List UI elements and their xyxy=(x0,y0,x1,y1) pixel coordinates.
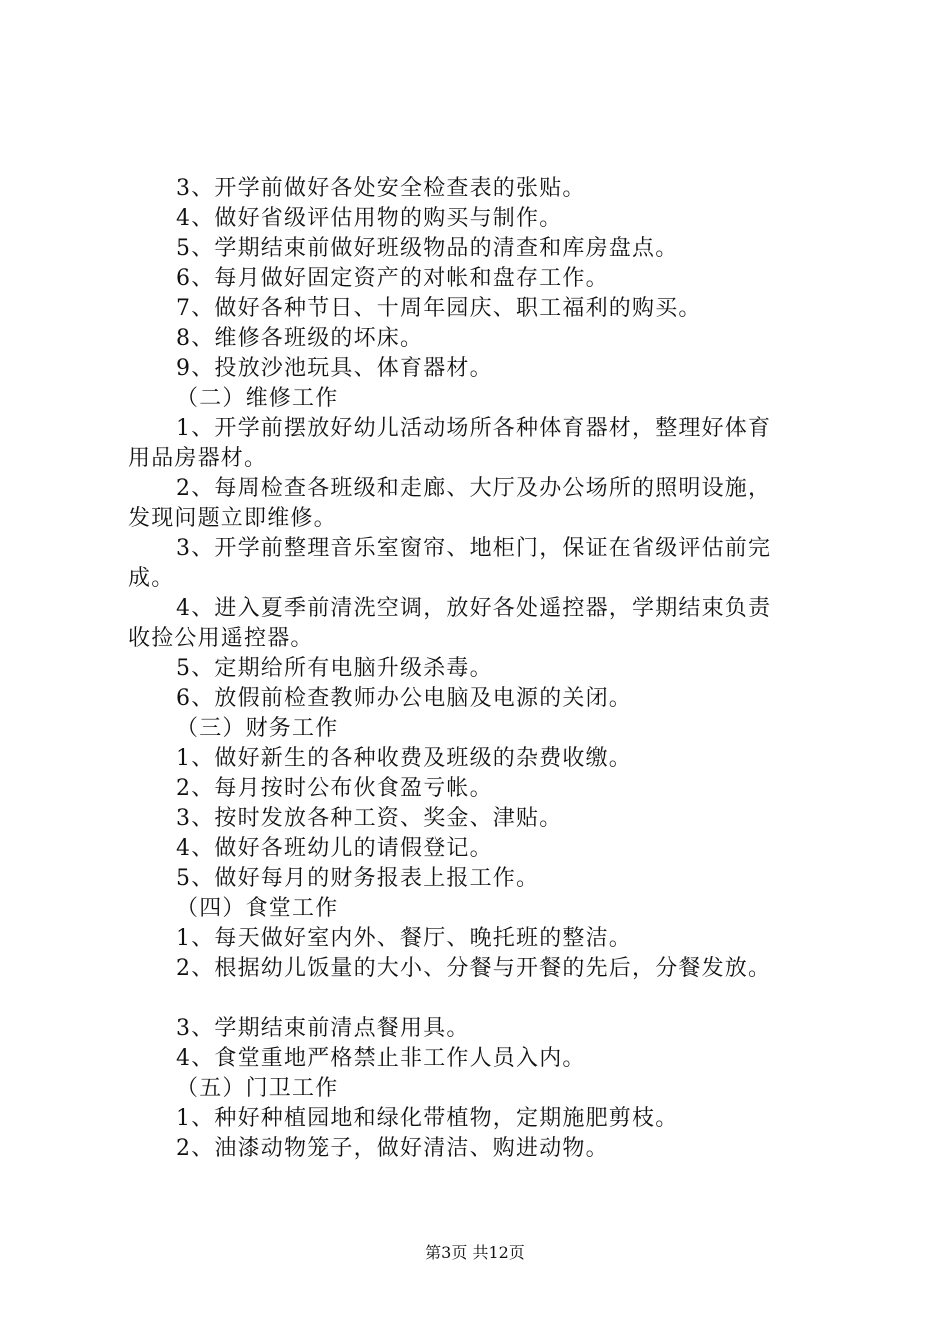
paragraph-line: 1、开学前摆放好幼儿活动场所各种体育器材，整理好体育 xyxy=(176,416,772,441)
paragraph-line: 5、定期给所有电脑升级杀毒。 xyxy=(176,656,493,681)
page-footer: 第3页 共12页 xyxy=(425,1243,525,1262)
paragraph-line: 2、每月按时公布伙食盈亏帐。 xyxy=(176,776,493,801)
paragraph-line: 发现问题立即维修。 xyxy=(128,506,337,531)
document-body xyxy=(128,174,840,1164)
paragraph-line: 3、学期结束前清点餐用具。 xyxy=(176,1016,470,1041)
paragraph-line: 3、开学前做好各处安全检查表的张贴。 xyxy=(176,176,586,201)
paragraph-line: 4、做好各班幼儿的请假登记。 xyxy=(176,836,493,861)
section-heading: （四）食堂工作 xyxy=(176,896,339,921)
section-heading: （三）财务工作 xyxy=(176,716,339,741)
paragraph-line: 8、维修各班级的坏床。 xyxy=(176,326,424,351)
paragraph-line: 5、做好每月的财务报表上报工作。 xyxy=(176,866,540,891)
paragraph-line: 4、进入夏季前清洗空调，放好各处遥控器，学期结束负责 xyxy=(176,596,772,621)
section-heading: （二）维修工作 xyxy=(176,386,339,411)
paragraph-line: 6、每月做好固定资产的对帐和盘存工作。 xyxy=(176,266,609,291)
paragraph-line: 用品房器材。 xyxy=(128,446,268,471)
paragraph-line: 收捡公用遥控器。 xyxy=(128,626,314,651)
paragraph-line: 4、食堂重地严格禁止非工作人员入内。 xyxy=(176,1046,586,1071)
section-heading: （五）门卫工作 xyxy=(176,1076,339,1101)
paragraph-line: 2、每周检查各班级和走廊、大厅及办公场所的照明设施， xyxy=(176,476,772,501)
paragraph-line: 7、做好各种节日、十周年园庆、职工福利的购买。 xyxy=(176,296,702,321)
paragraph-line: 3、开学前整理音乐室窗帘、地柜门，保证在省级评估前完 xyxy=(176,536,772,561)
paragraph-line: 2、根据幼儿饭量的大小、分餐与开餐的先后，分餐发放。 xyxy=(176,956,772,981)
paragraph-line: 4、做好省级评估用物的购买与制作。 xyxy=(176,206,563,231)
paragraph-line: 9、投放沙池玩具、体育器材。 xyxy=(176,356,493,381)
paragraph-line: 成。 xyxy=(128,566,175,591)
paragraph-line: 6、放假前检查教师办公电脑及电源的关闭。 xyxy=(176,686,632,711)
paragraph-line: 1、每天做好室内外、餐厅、晚托班的整洁。 xyxy=(176,926,632,951)
blank-line xyxy=(128,984,840,1014)
paragraph-line: 2、油漆动物笼子，做好清洁、购进动物。 xyxy=(176,1136,609,1161)
paragraph-line: 5、学期结束前做好班级物品的清查和库房盘点。 xyxy=(176,236,679,261)
paragraph-line: 1、种好种植园地和绿化带植物，定期施肥剪枝。 xyxy=(176,1106,679,1131)
paragraph-line: 3、按时发放各种工资、奖金、津贴。 xyxy=(176,806,563,831)
paragraph-line: 1、做好新生的各种收费及班级的杂费收缴。 xyxy=(176,746,632,771)
